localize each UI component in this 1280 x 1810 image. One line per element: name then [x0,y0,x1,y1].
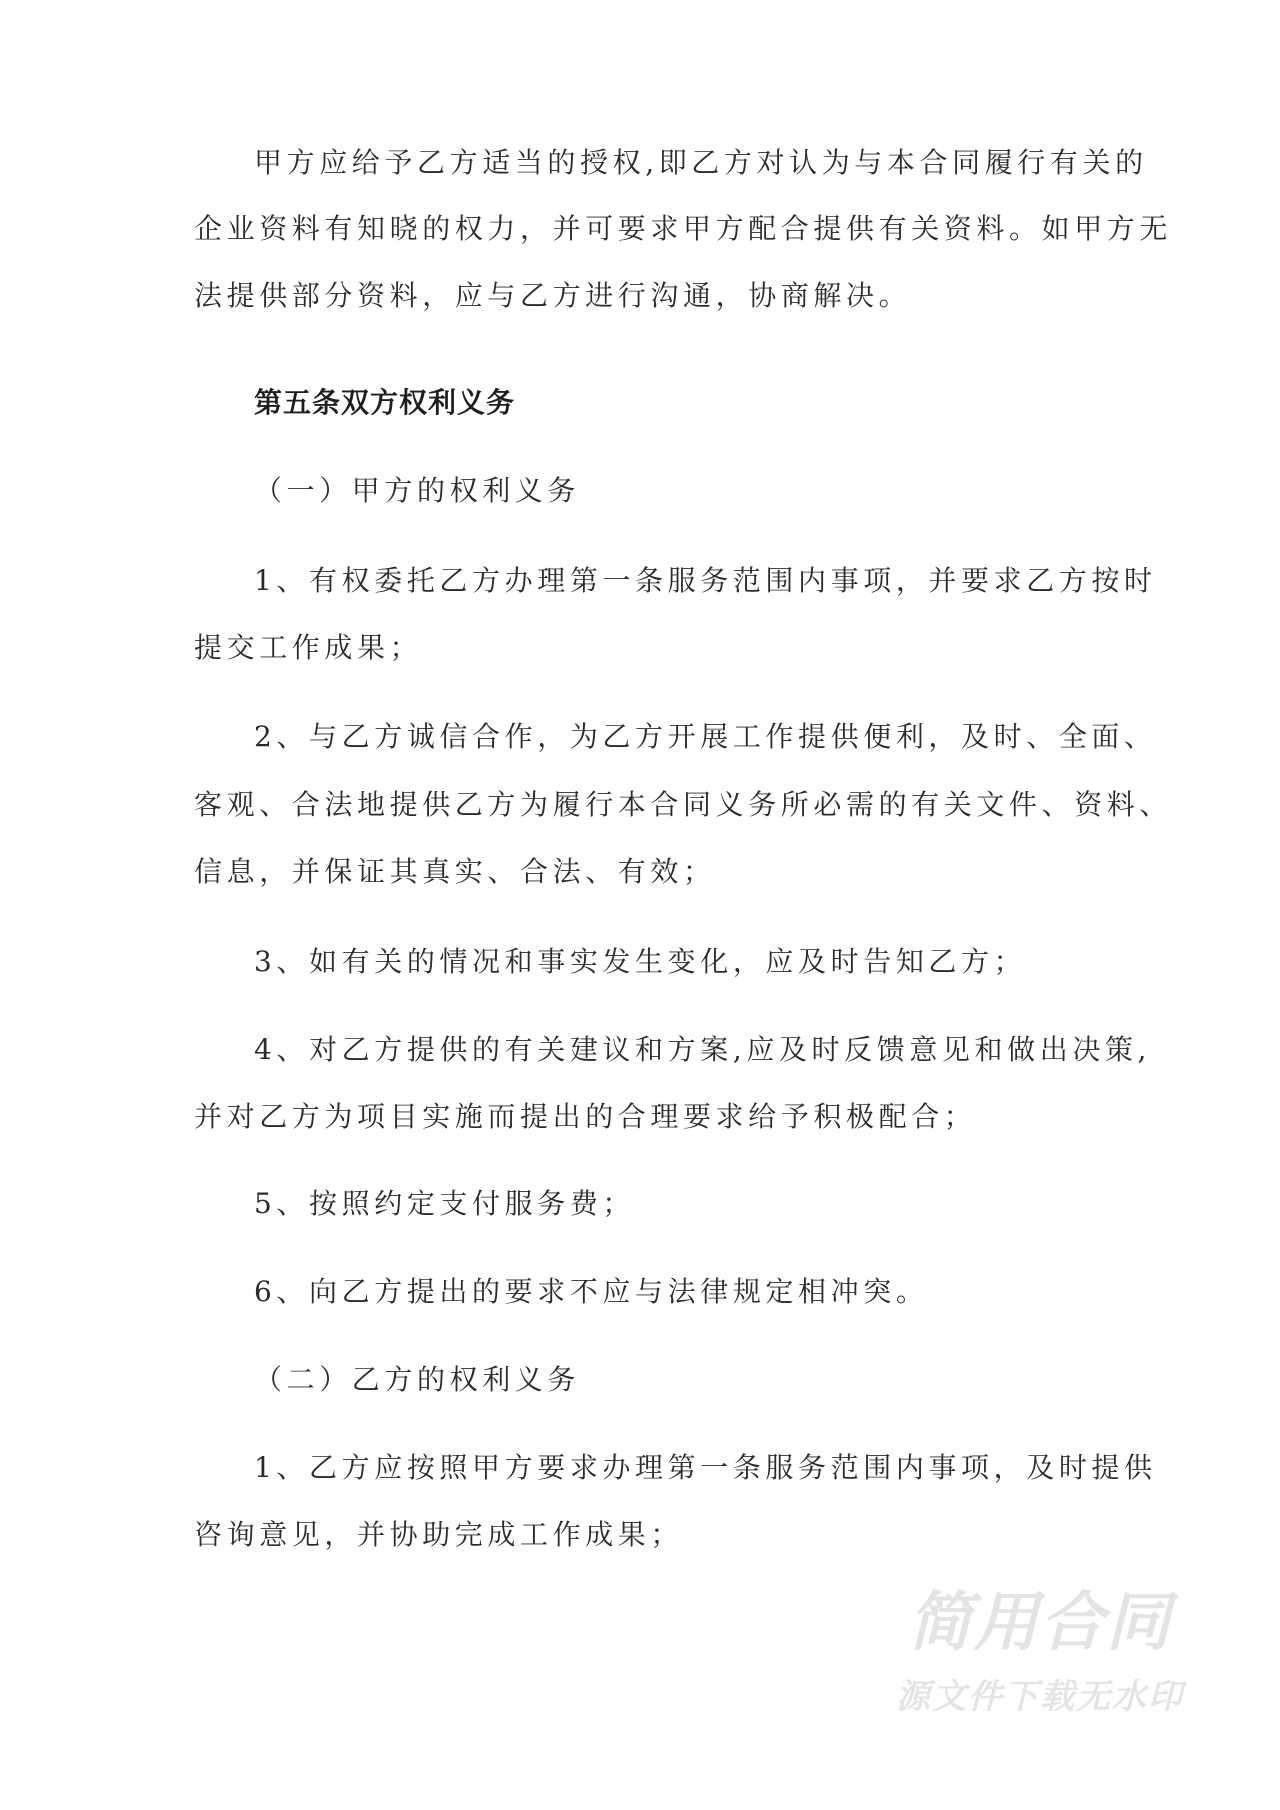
list-item-line: 并对乙方为项目实施而提出的合理要求给予积极配合； [194,1100,977,1133]
list-item-line: 信息，并保证其真实、合法、有效； [194,855,716,888]
watermark-subtitle: 源文件下载无水印 [896,1677,1184,1717]
list-item-line: 1、乙方应按照甲方要求办理第一条服务范围内事项，及时提供 [254,1451,1157,1484]
paragraph-line: 法提供部分资料，应与乙方进行沟通，协商解决。 [194,279,912,312]
paragraph-line: 企业资料有知晓的权力，并可要求甲方配合提供有关资料。如甲方无 [194,212,1173,245]
section-heading-party-a: （一）甲方的权利义务 [254,474,581,507]
watermark-title: 简用合同 [908,1586,1172,1660]
list-item-line: 客观、合法地提供乙方为履行本合同义务所必需的有关文件、资料、 [194,788,1173,821]
list-item-line: 3、如有关的情况和事实发生变化，应及时告知乙方； [254,945,1027,978]
list-item-line: 2、与乙方诚信合作，为乙方开展工作提供便利，及时、全面、 [254,720,1157,753]
list-item-line: 6、向乙方提出的要求不应与法律规定相冲突。 [254,1275,929,1308]
list-item-line: 提交工作成果； [194,631,423,664]
paragraph-line: 甲方应给予乙方适当的授权,即乙方对认为与本合同履行有关的 [254,146,1148,179]
watermark [880,1585,1200,1719]
list-item-line: 1、有权委托乙方办理第一条服务范围内事项，并要求乙方按时 [254,564,1157,597]
article-heading: 第五条双方权利义务 [254,386,516,419]
section-heading-party-b: （二）乙方的权利义务 [254,1363,581,1396]
list-item-line: 咨询意见，并协助完成工作成果； [194,1518,684,1551]
list-item-line: 5、按照约定支付服务费； [254,1187,636,1220]
list-item-line: 4、对乙方提供的有关建议和方案,应及时反馈意见和做出决策, [254,1033,1152,1066]
